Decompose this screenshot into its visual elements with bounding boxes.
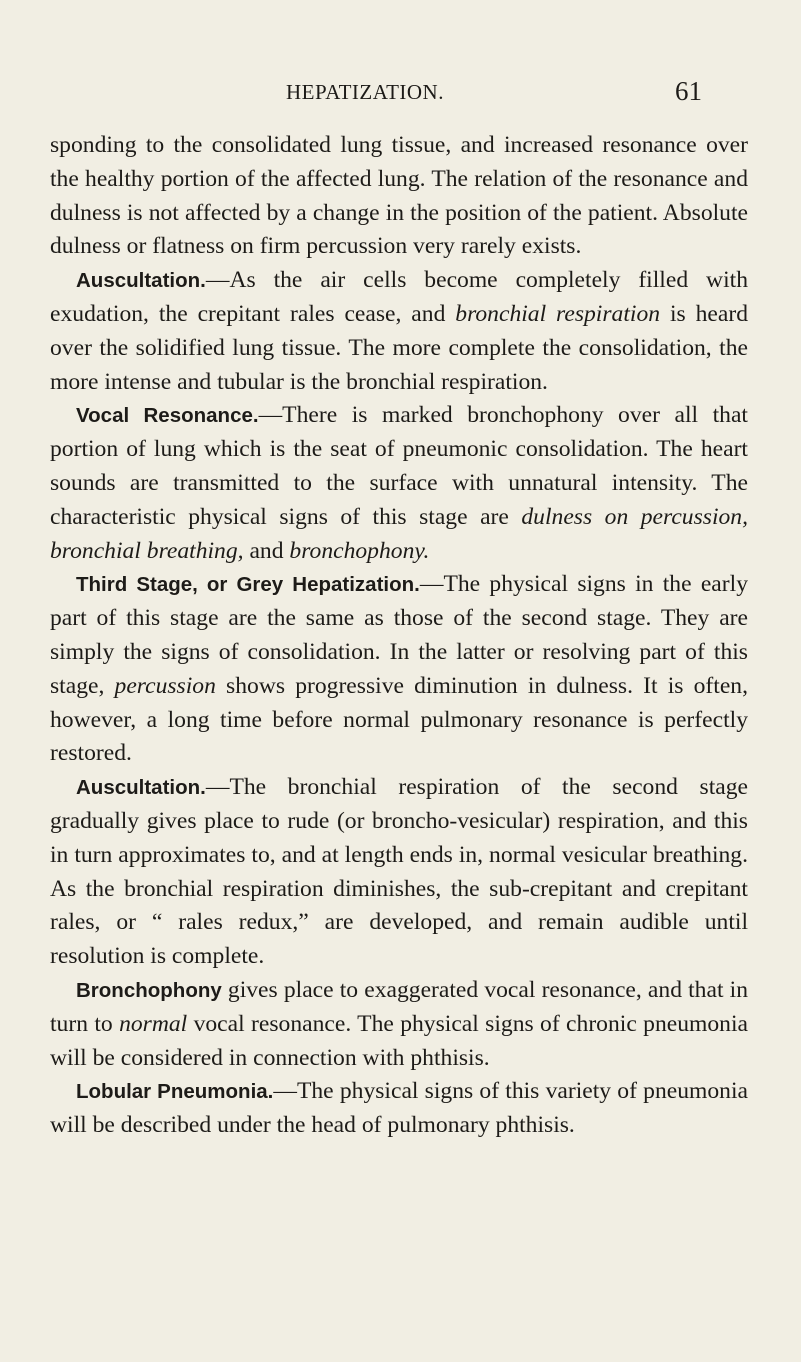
section-heading: Auscultation. <box>76 269 206 293</box>
italic-term: bronchial respiration <box>455 300 661 327</box>
section-heading: Bronchophony <box>76 978 222 1002</box>
italic-term: dulness on percussion, bronchial breathing, <box>50 503 748 564</box>
paragraph-third-stage <box>50 568 748 771</box>
paragraph-text: shows progressive diminution in dulness. It is often, however, a long time before normal pulmonary resonance is perfectly restored. <box>50 672 748 767</box>
paragraph-auscultation-2nd <box>50 264 748 399</box>
page-number: 61 <box>675 76 702 106</box>
section-heading: Vocal Resonance. <box>76 404 259 428</box>
paragraph-text: —There is marked bronchophony over all that portion of lung which is the seat of pneumonic consolidation. The heart sounds are transmitted to the surface with unnatural intensity. The characteristic physical signs of this stage are <box>50 402 748 530</box>
paragraph-continued <box>50 129 748 264</box>
paragraph-text: gives place to exaggerated vocal resonance, and that in turn to <box>50 976 748 1037</box>
paragraph-vocal-resonance <box>50 399 748 568</box>
paragraph-text: and <box>243 537 290 564</box>
paragraph-text: —The physical signs in the early part of this stage are the same as those of the second stage. They are simply the signs of consolidation. In the latter or resolving part of this stage, <box>50 571 748 699</box>
paragraph-bronchophony <box>50 974 748 1075</box>
paragraph-text: —As the air cells become completely filled with exudation, the crepitant rales cease, and <box>50 267 748 327</box>
italic-term: bronchophony. <box>289 537 430 564</box>
paragraph-auscultation-3rd <box>50 771 748 974</box>
paragraph-text: is heard over the solidified lung tissue. The more complete the consolidation, the more intense and tubular is the bronchial respiration. <box>50 300 748 395</box>
section-heading: Third Stage, or Grey Hepatization. <box>76 573 420 597</box>
section-heading: Lobular Pneumonia. <box>76 1080 274 1104</box>
section-heading: Auscultation. <box>76 776 206 800</box>
italic-term: percussion <box>114 672 216 699</box>
body-text <box>50 129 748 1143</box>
paragraph-text: sponding to the consolidated lung tissue, and increased resonance over the healthy portion of the affected lung. The relation of the resonance and dulness is not affected by a change in the position of the patient. Absolute dulness or flatness on firm percussion very rarely exists. <box>50 132 748 260</box>
italic-term: normal <box>119 1010 188 1037</box>
paragraph-text: vocal resonance. The physical signs of chronic pneumonia will be considered in connection with phthisis. <box>50 1010 748 1071</box>
paragraph-text: —The physical signs of this variety of pneumonia will be described under the head of pulmonary phthisis. <box>50 1078 748 1139</box>
paragraph-text: —The bronchial respiration of the second stage gradually gives place to rude (or broncho-vesicular) respiration, and this in turn approximates to, and at length ends in, normal vesicular breathing. As the bronchial respiration diminishes, the sub-crepitant and crepitant rales, or “ rales redux,” are developed, and remain audible until resolution is complete. <box>50 774 748 970</box>
running-head: HEPATIZATION. <box>286 80 444 104</box>
paragraph-lobular-pneumonia <box>50 1075 748 1143</box>
page-header <box>0 74 801 110</box>
